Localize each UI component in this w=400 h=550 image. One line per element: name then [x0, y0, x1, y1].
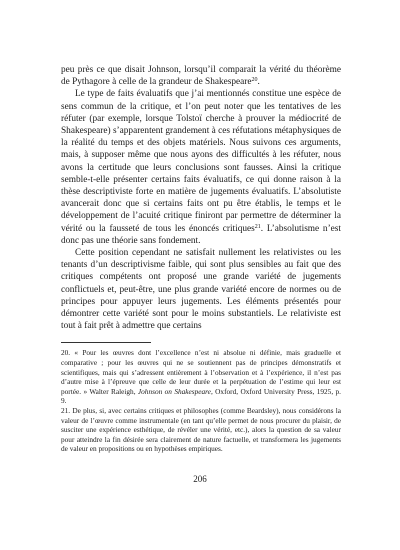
- footnote-divider: [61, 342, 151, 343]
- page-body: [61, 64, 341, 454]
- paragraph-1-text: peu près ce que disait Johnson, lorsqu’il comparait la vérité du théorème de Pythagore à celle de la grandeur de Shakespeare: [61, 65, 341, 88]
- paragraph-1-end: .: [257, 77, 260, 88]
- paragraph-2-text: Le type de faits évaluatifs que j’ai mentionnés constitue une espèce de sens commun de la critique, et l’on peut noter que les tentatives de les réfuter (par exemple, lorsque Tolstoï cherche à prouver la médiocrité de Shakespeare) s’apparentent grandement à ces réfutations métaphysiques de la réalité du temps et des objets matériels. Nous suivons ces arguments, mais, à supposer même que nous ayons des difficultés à les réfuter, nous avons la certitude que leurs conclusions sont fausses. Ainsi la critique semble-t-elle présenter certains faits évaluatifs, ce qui donne raison à la thèse descriptiviste forte en matière de jugements évaluatifs. L’absolutiste avancerait donc que si certains faits ont pu être établis, le temps et le développement de l’acuité critique finiront par permettre de déterminer la vérité ou la fausseté de tous les énoncés critiques: [61, 89, 341, 234]
- paragraph-3-text: Cette position cependant ne satisfait nullement les relativistes ou les tenants d’un descriptivisme faible, qui sont plus sensibles au fait que des critiques compétents ont proposé une grande variété de jugements conflictuels et, peut-être, une plus grande variété encore de normes ou de principes pour appuyer leurs jugements. Les éléments présentés pour démontrer cette variété sont pour le moins substantiels. Le relativiste est tout à fait prêt à admettre que certains: [61, 248, 341, 332]
- paragraph-2-end: . L’absolutisme n’est donc pas une théorie sans fondement.: [61, 223, 341, 246]
- paragraph-2: [61, 88, 341, 247]
- footnote-ref-21: 21: [254, 223, 261, 230]
- footnote-21-text: 21. De plus, si, avec certains critiques et philosophes (comme Beardsley), nous considérons la valeur de l’œuvre comme instrumentale (en tant qu’elle permet de nous procurer du plaisir, de susciter une expérience esthétique, de révéler une vérité, etc.), alors la question de sa valeur pour atteindre la fin désirée sera clairement de nature factuelle, et transformera les jugements de valeur en propositions ou en hypothèses empiriques.: [61, 406, 341, 454]
- footnote-20-text: 20. « Pour les œuvres dont l’excellence n’est ni absolue ni définie, mais graduelle et comparative ; pour les œuvres qui ne se soutiennent pas de principes démonstratifs et scientifiques, mais qui s’adressent entièrement à l’observation et à l’expérience, il n’est pas d’autre mise à l’épreuve que celle de leur durée et la perpétuation de l’estime qui leur est portée. » Walter Raleigh,: [61, 348, 341, 396]
- paragraph-3: [61, 247, 341, 332]
- footnote-20: [61, 348, 341, 406]
- footnote-20-citation: , Oxford, Oxford University Press, 1925, p. 9.: [61, 386, 342, 406]
- footnote-21: [61, 406, 341, 454]
- paragraph-1: [61, 64, 341, 88]
- footnote-20-title: Johnson on Shakespeare: [137, 386, 211, 396]
- footnote-ref-20: 20: [251, 77, 258, 84]
- page-number: 206: [193, 474, 207, 484]
